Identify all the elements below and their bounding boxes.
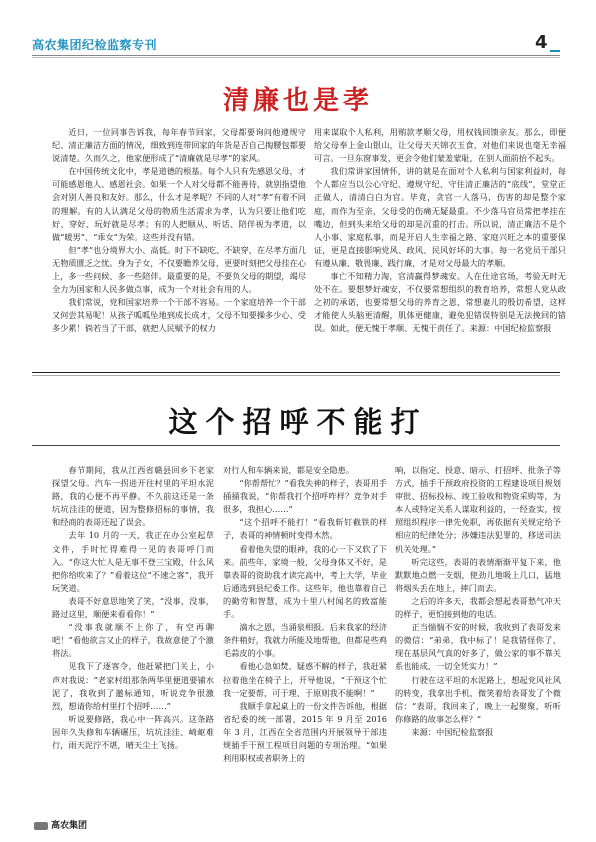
article2-paragraph: 滴水之恩，当涌泉相报。后来我家的经济条件稍好，我就力所能及地帮他，但都是些鸡毛蒜皮的小事。 (223, 622, 387, 659)
header-title: 高农集团纪检监察专刊 (32, 38, 158, 52)
article2-paragraph: 看着他失望的眼神，我的心一下又软了下来。前些年，家境一般，父母身体又不好，是靠表哥的资助我才读完高中，考上大学，毕业后通选到县纪委工作。这些年，他也靠着自己的勤劳和智慧，成为十里八村闻名的致富能手。 (223, 543, 387, 620)
article1-paragraph: 但“孝”也分境界大小、高低。时下不缺吃、不缺穿，在尽孝方面几无物质匮乏之忧。身为子女，不仅要瞻养父母，更要时刻把父母挂在心上，多一些问候、多一些陪伴。最重要的是，不要负父母的期望，竭尽全力为国家和人民多做点事，成为一个对社会有用的人。 (52, 244, 307, 295)
section-divider-thin (32, 375, 560, 376)
article1-paragraph: 近日，一位同事告诉我，每年春节回家，父母都要询问他遵规守纪、清正廉洁方面的情况，细致到连带回家的年货是否自己掏腰包都要说清楚。久而久之，他家便形成了“清廉就是尽孝”的家风。 (52, 127, 306, 164)
article2-paragraph: 之后的许多天，我都会想起表哥愁气冲天的样子，更怕接到他的电话。 (395, 595, 561, 620)
footer-logo-text: 高农集团 (51, 821, 88, 831)
article2-paragraph: 我顺手拿起桌上的一份文件告诉他，根据省纪委的统一部署，2015 年 9 月至 2016 年 3 月，江西在全省范围内开展领导干部违规插手干预工程项目问题的专项治理。“如果利用职权或者职务上的 (223, 700, 387, 764)
article1-paragraph: 我们常讲家国情怀，讲的就是在面对个人私利与国家利益时，每个人都应当以公心守纪、遵规守纪、守住清正廉洁的“底线”，堂堂正正做人，清清白白为官。毕竟，贪官一人落马，伤害的却是整个家庭，而作为至亲，父母受的伤痛无疑最重。不少落马官员常把孝挂在嘴边，但到头来给父母的却是沉重的打击。所以说，清正廉洁不是个人小事、家庭私事，而是开启人生幸福之路、家庭兴旺之本的重要保证，更是直接影响党风、政风、民风好坏的大事。每一名党员干部只有遵从廉、敬畏廉、践行廉，才是对父母最大的孝顺。 (314, 166, 566, 268)
article2-paragraph: 表哥不好意思地笑了笑，“没事，没事，路过这里，顺便来看看你！” (52, 595, 214, 620)
article2-paragraph: “你帮帮忙？”看我失神的样子，表哥用手捅捅我说，“你帮我打个招呼咋样？竞争对手很多，我担心……” (223, 478, 387, 515)
article2-paragraph: “没事我就顺不上你了，有空再聊吧！”看他欲言又止的样子，我故意使了个激将法。 (52, 622, 214, 659)
article2-paragraph: 听完这些，表哥的表情渐渐平复下来，他默默地点燃一支烟，使劲儿地吸上几口，猛地将烟头丢在地上，摔门而去。 (395, 556, 561, 593)
article2-column-1 (52, 464, 214, 752)
article2-paragraph: 行驶在这平坦的水泥路上，想起党风社风的转变，我拿出手机，微笑着给表哥发了个微信：“表哥，我回来了，晚上一起聚聚，听听你修路的故事怎么样？” (395, 674, 561, 724)
article1-paragraph: 事亡不知精力淘，官清赢得梦魂安。人在仕途官场，考验无时无处不在。要想梦好魂安，不仅要常想组织的教育培养，常想人党从政之初的承诺，也要常想父母的养育之恩，常想妻儿的殷切希望，这样才能使人头脑更清醒，肌体更健康，避免犯错误特别是无法挽回的错误。如此，便无愧于孝顺、无愧于责任了。来源：中国纪检监察报 (314, 271, 566, 334)
article2-paragraph: 听说要修路，我心中一阵高兴。这条路因年久失修和车辆碾压，坑坑洼洼、崎岖难行，雨天泥泞不堪，晴天尘土飞扬。 (52, 713, 214, 750)
article2-title-rule (32, 445, 560, 446)
article1-paragraph: 我们常说，党和国家培养一个干部不容易。一个家庭培养一个干部又何尝其易呢！从孩子呱呱坠地到成长成才，父母不知要操多少心、受多少累！倘若当了干部，就把人民赋予的权力 (52, 297, 306, 334)
article2-column-3 (395, 464, 561, 739)
article2-paragraph: 正当惴惴不安的时候，我收到了表哥发来的微信：“弟弟，我中标了！是我错怪你了，现在基层风气真的好多了，做公家的事不靠关系也能成，一切全凭实力！” (395, 622, 561, 672)
article2-paragraph: 见我下了逐客令，他赶紧把门关上，小声对我说：“老家村组那条两华里便道要铺水泥了，我收到了邀标通知，听说竞争很激烈，想请你给村里打个招呼……” (52, 661, 214, 711)
footer-logo (34, 818, 87, 831)
article1-column-left (52, 126, 306, 336)
header-rule-secondary (32, 57, 560, 58)
article2-paragraph: 去年 10 月的一天，我正在办公室起草文件，手时忙得难得一见的表哥呼门而入。“你这大忙人是无事不登三宝殿，什么风把你给吹来了？”看着这位“不速之客”，我开玩笑道。 (52, 530, 214, 593)
article2-paragraph: 春节期间，我从江西省赣县回乡下老家探望父母。汽车一拐进开往村里的平坦水泥路，我的心便不再平静。不久前这还是一条坑坑洼洼的便道，因为整修招标的事情，我和经商的表哥还起了误会。 (52, 465, 214, 528)
section-divider (32, 372, 560, 373)
article2-paragraph: “这个招呼不能打！”看我斩钉截铁的样子，表哥的神情顿时变得木然。 (223, 517, 387, 541)
article1-paragraph: 用来谋取个人私利，用贿款孝顺父母，用权钱回馈亲友。那么，即便给父母奉上金山银山，让父母天天锦衣玉食，对他们来说也毫无幸福可言。一旦东窗事发，更会令他们蒙羞蒙耻，在别人面前抬不起头。 (314, 127, 566, 164)
article2-paragraph: 响，以指定、授意、暗示、打招呼、批条子等方式，插手干预政府投资的工程建设项目规划审批、招标投标、竣工验收和物资采购等，为本人或特定关系人谋取利益的，一经查实，按照组织程序一律先免职，再依据有关规定给予相应的纪律处分；涉嫌违法犯罪的，移送司法机关处理。” (395, 465, 561, 554)
logo-icon (34, 822, 48, 830)
article2-paragraph: 来源：中国纪检监察报 (411, 726, 494, 737)
article2-paragraph: 看他心急如焚、疑惑不解的样子，我赶紧拉着他坐在椅子上，开导他说，“干预这个忙我一定要帮，可于理、于原则我不能啊！” (223, 661, 387, 698)
article1-paragraph: 在中国传统文化中，孝是道德的根基。每个人只有先感恩父母，才可能感恩他人、感恩社会。如果一个人对父母都不能善待，就别指望他会对别人善良和友好。那么，什么才是孝呢？不同的人对“孝”有着不同的理解。有的人认满足父母的物质生活需求为孝，认为只要让他们吃好、穿好、玩好就是尽孝；有的人把顺从、听话、陪伴视为孝道，以做“暖男”、“乖女”为荣。这些并没有错。 (52, 166, 306, 242)
page-number-accent (550, 50, 560, 52)
article2-column-2 (223, 464, 387, 765)
page-number: 4 (535, 32, 548, 53)
header-rule (32, 55, 560, 56)
article1-title: 清廉也是孝 (222, 86, 373, 116)
article2-paragraph: 对行人和车辆来说，都是安全隐患。 (223, 465, 355, 475)
article1-column-right (314, 126, 566, 336)
article2-title: 这个招呼不能打 (168, 405, 428, 439)
